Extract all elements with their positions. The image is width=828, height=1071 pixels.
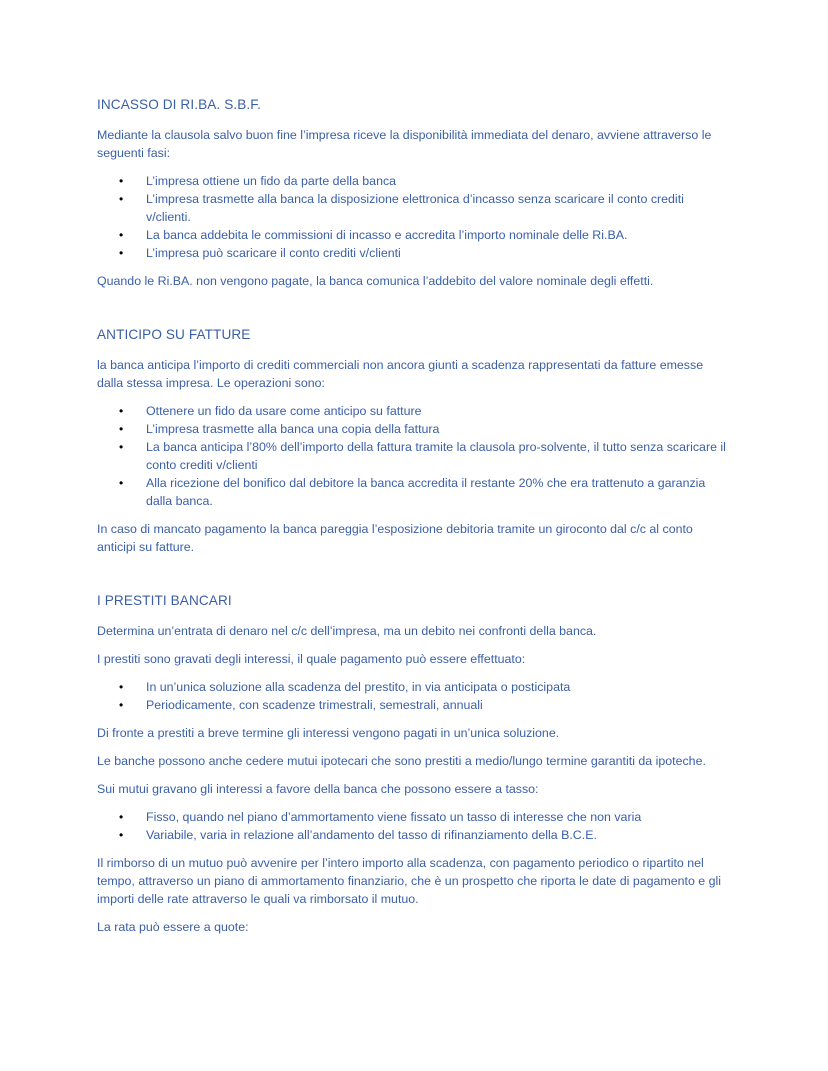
- section-incasso-riba: [97, 96, 727, 290]
- list-item: • Variabile, varia in relazione all’andamento del tasso di rifinanziamento della B.C.E.: [97, 826, 727, 844]
- section-prestiti-bancari: [97, 592, 727, 936]
- paragraph: Quando le Ri.BA. non vengono pagate, la banca comunica l’addebito del valore nominale degli effetti.: [97, 274, 654, 288]
- list-item: • L’impresa trasmette alla banca una copia della fattura: [97, 420, 727, 438]
- section-anticipo-fatture: [97, 326, 727, 556]
- section-heading: INCASSO DI RI.BA. S.B.F.: [97, 97, 262, 112]
- paragraph: Determina un’entrata di denaro nel c/c dell’impresa, ma un debito nei confronti della banca.: [97, 624, 597, 638]
- list-item: • Alla ricezione del bonifico dal debitore la banca accredita il restante 20% che era trattenuto a garanzia dalla banca.: [97, 474, 727, 510]
- paragraph: la banca anticipa l’importo di crediti commerciali non ancora giunti a scadenza rappresentati da fatture emesse dalla stessa impresa. Le operazioni sono:: [97, 358, 704, 390]
- paragraph: Mediante la clausola salvo buon fine l’impresa riceve la disponibilità immediata del denaro, avviene attraverso le seguenti fasi:: [97, 128, 712, 160]
- paragraph: Il rimborso di un mutuo può avvenire per l’intero importo alla scadenza, con pagamento periodico o ripartito nel tempo, attraverso un piano di ammortamento finanziario, che è un prospetto che riporta le date di pagamento e gli importi delle rate attraverso le quali va rimborsato il mutuo.: [97, 856, 722, 906]
- bullet-list: [97, 808, 727, 844]
- bullet-list: [97, 402, 727, 510]
- paragraph: In caso di mancato pagamento la banca pareggia l’esposizione debitoria tramite un giroconto dal c/c al conto anticipi su fatture.: [97, 522, 693, 554]
- bullet-list: [97, 678, 727, 714]
- list-item: • Ottenere un fido da usare come anticipo su fatture: [97, 402, 727, 420]
- list-item: • In un’unica soluzione alla scadenza del prestito, in via anticipata o posticipata: [97, 678, 727, 696]
- list-item: • La banca anticipa l’80% dell’importo della fattura tramite la clausola pro-solvente, il tutto senza scaricare il conto crediti v/clienti: [97, 438, 727, 474]
- paragraph: Di fronte a prestiti a breve termine gli interessi vengono pagati in un’unica soluzione.: [97, 726, 560, 740]
- list-item: • L’impresa trasmette alla banca la disposizione elettronica d’incasso senza scaricare il conto crediti v/clienti.: [97, 190, 727, 226]
- list-item: • L’impresa può scaricare il conto crediti v/clienti: [97, 244, 727, 262]
- list-item: • L’impresa ottiene un fido da parte della banca: [97, 172, 727, 190]
- bullet-list: [97, 172, 727, 262]
- section-heading: ANTICIPO SU FATTURE: [97, 327, 251, 342]
- section-heading: I PRESTITI BANCARI: [97, 593, 232, 608]
- document-body: [97, 96, 727, 972]
- list-item: • Periodicamente, con scadenze trimestrali, semestrali, annuali: [97, 696, 727, 714]
- paragraph: La rata può essere a quote:: [97, 920, 249, 934]
- list-item: • La banca addebita le commissioni di incasso e accredita l’importo nominale delle Ri.BA.: [97, 226, 727, 244]
- paragraph: I prestiti sono gravati degli interessi, il quale pagamento può essere effettuato:: [97, 652, 526, 666]
- list-item: • Fisso, quando nel piano d’ammortamento viene fissato un tasso di interesse che non varia: [97, 808, 727, 826]
- paragraph: Le banche possono anche cedere mutui ipotecari che sono prestiti a medio/lungo termine garantiti da ipoteche.: [97, 754, 706, 768]
- paragraph: Sui mutui gravano gli interessi a favore della banca che possono essere a tasso:: [97, 782, 539, 796]
